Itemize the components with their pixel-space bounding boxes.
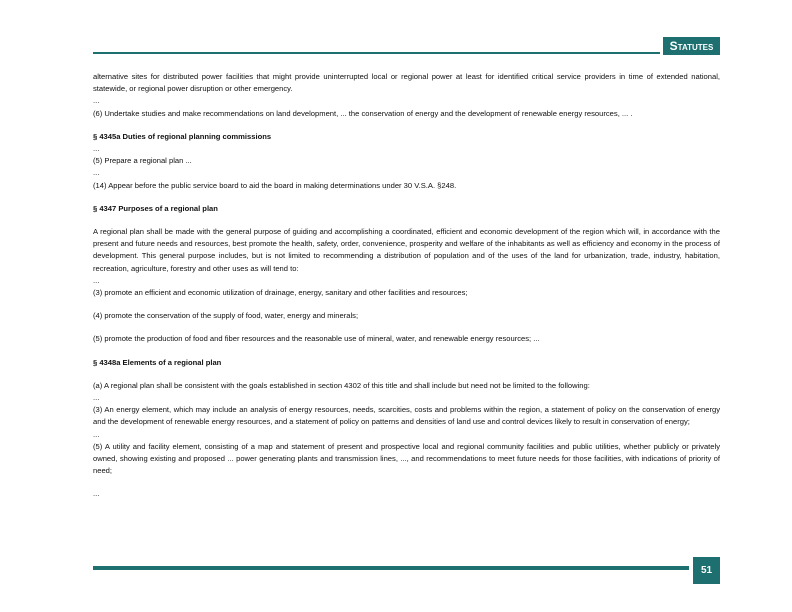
paragraph: (6) Undertake studies and make recommendations on land development, ... the conservation of energy and the development of renewable energy resources, ... . <box>93 108 633 118</box>
section-heading: § 4348a Elements of a regional plan <box>93 357 222 367</box>
ellipsis: ... <box>93 275 100 285</box>
ellipsis: ... <box>93 429 100 439</box>
section-heading: § 4345a Duties of regional planning commissions <box>93 131 272 141</box>
footer-rule <box>93 566 689 570</box>
ellipsis: ... <box>93 168 100 178</box>
paragraph: alternative sites for distributed power facilities that might provide uninterrupted local or regional power at least for identified critical service providers in time of extended national, statewide, or regional power disruption or other emergency. <box>93 72 720 94</box>
paragraph: (4) promote the conservation of the supply of food, water, energy and minerals; <box>93 311 359 321</box>
paragraph: (3) An energy element, which may include an analysis of energy resources, needs, scarcities, costs and problems within the region, a statement of policy on the conservation of energy and the development of renewable energy resources, and a statement of policy on patterns and densities of land use and control devices likely to result in conservation of energy; <box>93 405 720 427</box>
section-heading: § 4347 Purposes of a regional plan <box>93 203 218 213</box>
paragraph: (3) promote an efficient and economic utilization of drainage, energy, sanitary and other facilities and resources; <box>93 288 468 298</box>
header-rule <box>93 52 660 54</box>
ellipsis: ... <box>93 393 100 403</box>
paragraph: (14) Appear before the public service board to aid the board in making determinations under 30 V.S.A. §248. <box>93 180 457 190</box>
ellipsis: ... <box>93 96 100 106</box>
paragraph: (a) A regional plan shall be consistent with the goals established in section 4302 of this title and shall include but need not be limited to the following: <box>93 380 590 390</box>
section-title: Statutes <box>669 39 714 53</box>
paragraph: (5) promote the production of food and fiber resources and the reasonable use of mineral, water, and renewable energy resources; ... <box>93 334 540 344</box>
ellipsis: ... <box>93 489 100 499</box>
paragraph: (5) A utility and facility element, consisting of a map and statement of present and prospective local and regional community facilities and public utilities, whether publicly or privately owned, showing existing and proposed ... power generating plants and transmission lines, ..., and recommendations to meet future needs for those facilities, with indications of priority of need; <box>93 441 720 476</box>
page-number: 51 <box>693 557 720 584</box>
paragraph: (5) Prepare a regional plan ... <box>93 156 192 166</box>
document-body <box>93 71 720 501</box>
section-title-tab <box>663 37 720 55</box>
paragraph: A regional plan shall be made with the general purpose of guiding and accomplishing a coordinated, efficient and economic development of the region which will, in accordance with the present and future needs and resources, best promote the health, safety, order, convenience, prosperity and welfare of the inhabitants as well as efficiency and economy in the process of development. This general purpose includes, but is not limited to recommending a distribution of population and of the uses of the land for urbanization, trade, industry, habitation, recreation, agriculture, forestry and other uses as will tend to: <box>93 227 720 273</box>
ellipsis: ... <box>93 144 100 154</box>
